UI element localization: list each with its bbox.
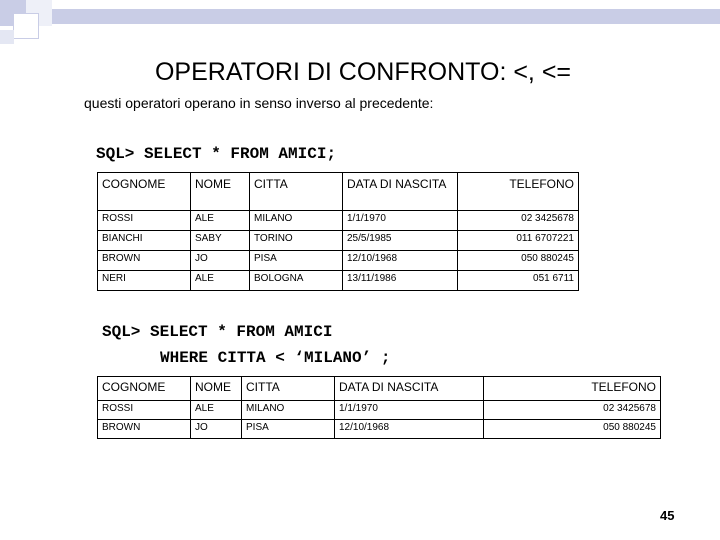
sql-query-1: SQL> SELECT * FROM AMICI; — [96, 145, 337, 163]
table-row — [98, 420, 661, 439]
table-cell: JO — [191, 251, 250, 271]
slide-title: OPERATORI DI CONFRONTO: <, <= — [154, 58, 572, 86]
table-cell: JO — [191, 420, 242, 439]
table-cell: NERI — [98, 271, 191, 291]
slide-subtitle: questi operatori operano in senso inverso al precedente: — [84, 95, 434, 111]
table-cell: TORINO — [250, 231, 343, 251]
table-cell: 12/10/1968 — [343, 251, 458, 271]
header-cell: DATA DI NASCITA — [335, 377, 484, 401]
table-cell: BROWN — [98, 420, 191, 439]
table-cell: ROSSI — [98, 401, 191, 420]
decor-square — [13, 13, 39, 39]
header-cell: TELEFONO — [484, 377, 661, 401]
table-cell: ROSSI — [98, 211, 191, 231]
header-cell: NOME — [191, 377, 242, 401]
sql-query-2-line-2: WHERE CITTA < ‘MILANO’ ; — [160, 349, 391, 367]
table-cell: 12/10/1968 — [335, 420, 484, 439]
table-row — [98, 271, 579, 291]
header-cell: CITTA — [242, 377, 335, 401]
table-cell: 02 3425678 — [484, 401, 661, 420]
header-cell: NOME — [191, 173, 250, 211]
table-cell: PISA — [250, 251, 343, 271]
table-row — [98, 251, 579, 271]
table-row — [98, 231, 579, 251]
table-cell: ALE — [191, 211, 250, 231]
table-cell: BOLOGNA — [250, 271, 343, 291]
table-cell: 13/11/1986 — [343, 271, 458, 291]
table-cell: SABY — [191, 231, 250, 251]
result-table-2 — [97, 376, 661, 439]
table-cell: 050 880245 — [484, 420, 661, 439]
table-cell: BROWN — [98, 251, 191, 271]
table-cell: MILANO — [250, 211, 343, 231]
result-table-1 — [97, 172, 579, 291]
table-cell: ALE — [191, 401, 242, 420]
table-cell: BIANCHI — [98, 231, 191, 251]
table-row — [98, 211, 579, 231]
table-cell: 1/1/1970 — [343, 211, 458, 231]
page-number: 45 — [660, 508, 675, 523]
header-cell: DATA DI NASCITA — [343, 173, 458, 211]
table-cell: 050 880245 — [458, 251, 579, 271]
header-cell: CITTA — [250, 173, 343, 211]
header-cell: TELEFONO — [458, 173, 579, 211]
table-cell: ALE — [191, 271, 250, 291]
table-cell: 1/1/1970 — [335, 401, 484, 420]
decor-square — [0, 30, 14, 44]
header-bar — [52, 9, 720, 24]
table-cell: PISA — [242, 420, 335, 439]
table-cell: MILANO — [242, 401, 335, 420]
table-header-row — [98, 377, 661, 401]
header-cell: COGNOME — [98, 377, 191, 401]
sql-query-2-line-1: SQL> SELECT * FROM AMICI — [102, 323, 333, 341]
table-cell: 02 3425678 — [458, 211, 579, 231]
table-cell: 051 6711 — [458, 271, 579, 291]
table-header-row — [98, 173, 579, 211]
table-cell: 011 6707221 — [458, 231, 579, 251]
table-cell: 25/5/1985 — [343, 231, 458, 251]
header-cell: COGNOME — [98, 173, 191, 211]
table-row — [98, 401, 661, 420]
